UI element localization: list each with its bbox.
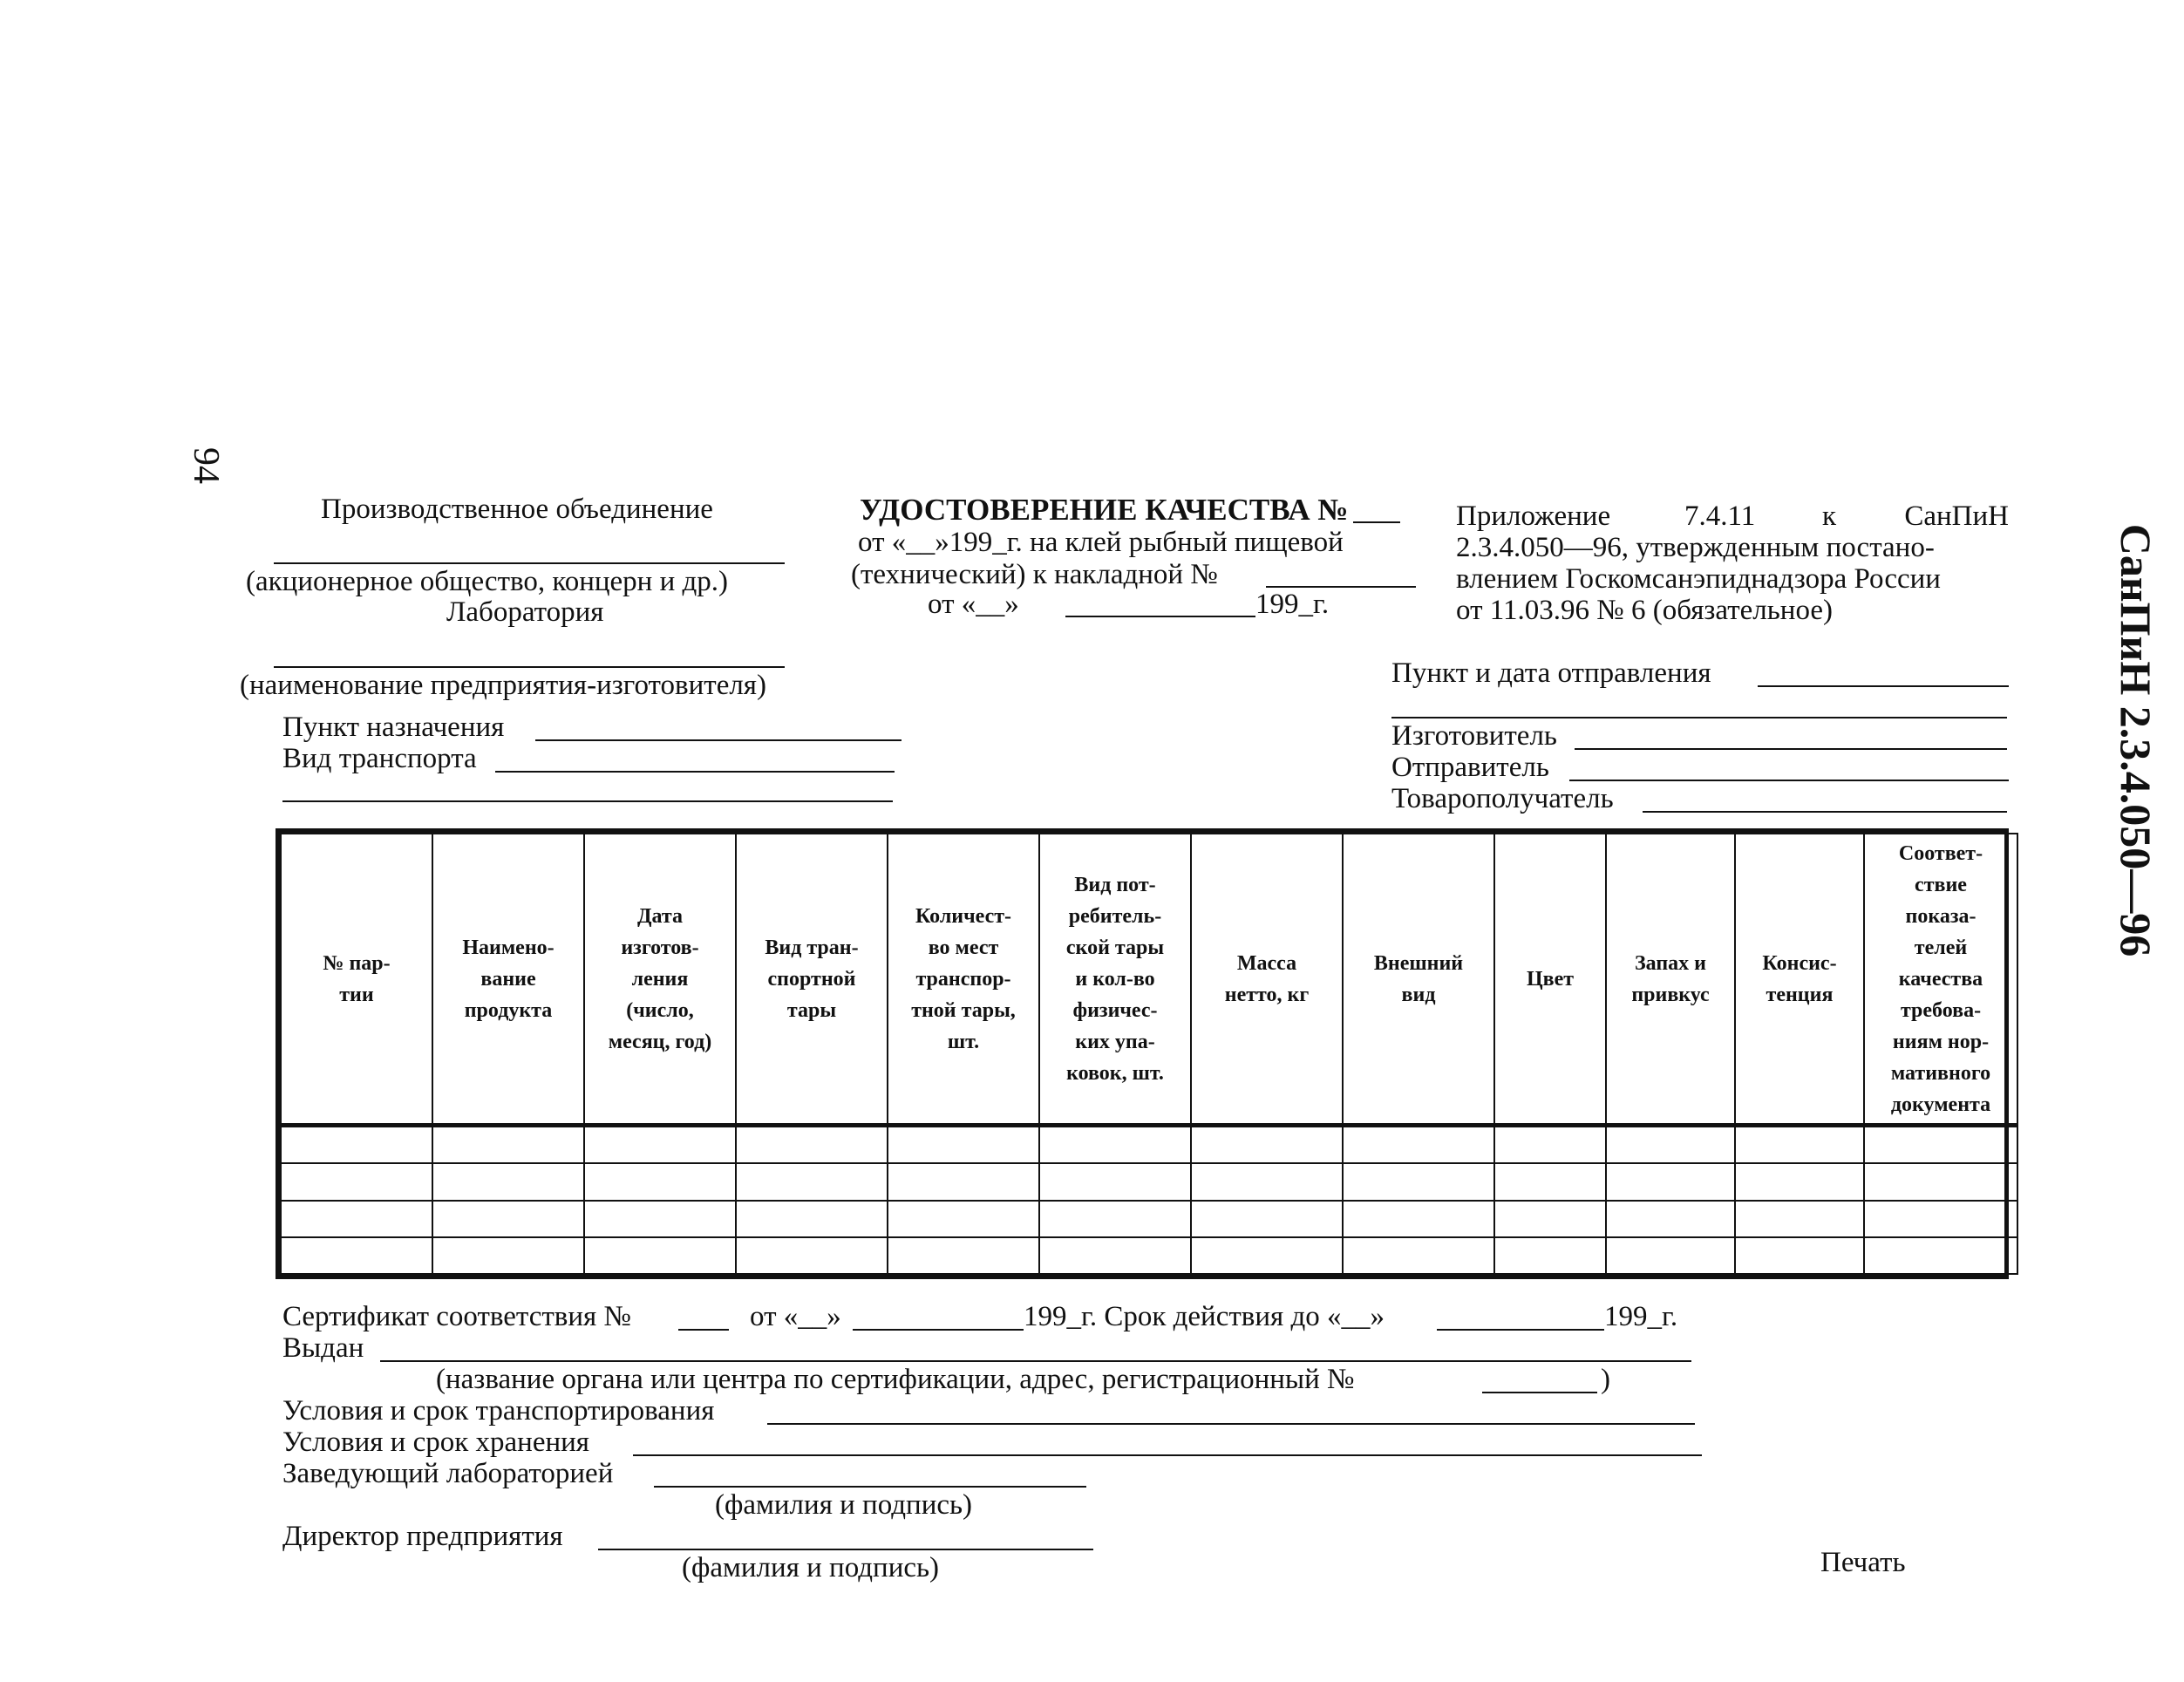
table-cell[interactable] [1735,1237,1864,1274]
table-cell[interactable] [736,1201,888,1237]
departure-extra-line [1391,717,2007,718]
table-cell[interactable] [1864,1237,2017,1274]
table-cell[interactable] [281,1126,432,1164]
transport-terms-line [767,1423,1695,1425]
org-form-note: (акционерное общество, концерн и др.) [246,566,729,597]
manufacturer-line [1575,748,2007,750]
cert-from: от «__» [750,1301,841,1332]
table-header-row [281,834,2017,1126]
enterprise-name-line [274,666,785,668]
table-cell[interactable] [736,1163,888,1200]
cert-number-line [678,1329,729,1331]
table-cell[interactable] [1494,1237,1606,1274]
table-cell[interactable] [1606,1163,1735,1200]
table-cell[interactable] [1343,1201,1494,1237]
table-cell[interactable] [432,1201,584,1237]
cert-label: Сертификат соответствия № [282,1301,631,1332]
stamp-label: Печать [1820,1547,1906,1578]
table-cell[interactable] [281,1163,432,1200]
table-cell[interactable] [1191,1163,1343,1200]
column-header: Масса нетто, кг [1191,834,1343,1126]
sender-label: Отправитель [1391,752,1549,783]
column-header: Внешний вид [1343,834,1494,1126]
cert-date-line [853,1329,1024,1331]
table-cell[interactable] [1039,1163,1191,1200]
director-label: Директор предприятия [282,1521,563,1552]
appendix-line-4: от 11.03.96 № 6 (обязательное) [1456,595,1833,626]
transport-terms-label: Условия и срок транспортирования [282,1395,715,1427]
transport-extra-line [282,800,893,802]
table-cell[interactable] [888,1237,1039,1274]
table-cell[interactable] [584,1201,736,1237]
table-cell[interactable] [432,1126,584,1164]
registration-number-line [1482,1392,1597,1393]
sender-line [1569,780,2009,781]
table-cell[interactable] [1864,1163,2017,1200]
issued-note-close: ) [1601,1364,1610,1395]
column-header: Консис- тенция [1735,834,1864,1126]
table-cell[interactable] [1735,1201,1864,1237]
table-cell[interactable] [1494,1163,1606,1200]
table-row [281,1126,2017,1164]
storage-terms-line [633,1454,1702,1456]
column-header: № пар- тии [281,834,432,1126]
storage-terms-label: Условия и срок хранения [282,1427,589,1458]
table-cell[interactable] [1864,1126,2017,1164]
column-header: Вид пот- ребитель- ской тары и кол-во физичес- ких упа- ковок, шт. [1039,834,1191,1126]
transport-label: Вид транспорта [282,743,477,774]
column-header: Вид тран- спортной тары [736,834,888,1126]
appendix-line-1 [1456,500,2009,533]
table-cell[interactable] [1494,1201,1606,1237]
org-name-line [274,562,785,564]
table-cell[interactable] [1606,1126,1735,1164]
invoice-date-a: от «__» [928,589,1019,620]
table-cell[interactable] [1343,1237,1494,1274]
table-row [281,1237,2017,1274]
destination-label: Пункт назначения [282,712,505,743]
invoice-date-line [1065,616,1255,617]
table-cell[interactable] [281,1201,432,1237]
lab-head-sign-note: (фамилия и подпись) [715,1489,973,1521]
issued-note: (название органа или центра по сертификации, адрес, регистрационный № [436,1364,1355,1395]
column-header: Цвет [1494,834,1606,1126]
column-header: Наимено- вание продукта [432,834,584,1126]
recipient-line [1643,811,2007,813]
issued-line [380,1360,1691,1362]
table-cell[interactable] [1735,1126,1864,1164]
table-cell[interactable] [736,1126,888,1164]
table-cell[interactable] [1039,1201,1191,1237]
table-cell[interactable] [1039,1126,1191,1164]
appendix-line-2: 2.3.4.050—96, утвержденным постано- [1456,532,1935,563]
page-number: 94 [186,447,226,484]
column-header: Дата изготов- ления (число, месяц, год) [584,834,736,1126]
issued-label: Выдан [282,1332,364,1364]
table-cell[interactable] [736,1237,888,1274]
destination-line [535,739,901,741]
transport-line [495,771,895,773]
table-cell[interactable] [1494,1126,1606,1164]
invoice-label: (технический) к накладной № [851,559,1218,590]
appendix-to: к [1822,501,1837,532]
recipient-label: Товарополучатель [1391,783,1614,814]
table-cell[interactable] [584,1237,736,1274]
column-header: Запах и привкус [1606,834,1735,1126]
appendix-line-3: влением Госкомсанэпиднадзора России [1456,563,1941,595]
table-cell[interactable] [1343,1163,1494,1200]
cert-validity-line [1437,1329,1604,1331]
certificate-date-line: от «__»199_г. на клей рыбный пищевой [858,527,1344,558]
manufacturer-label: Изготовитель [1391,720,1557,752]
lab-head-label: Заведующий лабораторией [282,1458,614,1489]
table-cell[interactable] [1606,1201,1735,1237]
invoice-date-b: 199_г. [1255,589,1330,620]
table-cell[interactable] [1343,1126,1494,1164]
table-cell[interactable] [281,1237,432,1274]
table-cell[interactable] [1191,1126,1343,1164]
side-document-code: СанПиН 2.3.4.050—96 [2112,523,2160,957]
table-row [281,1201,2017,1237]
appendix-sanpin: СанПиН [1904,501,2009,532]
table-cell[interactable] [432,1163,584,1200]
enterprise-note: (наименование предприятия-изготовителя) [240,670,766,701]
table-cell[interactable] [1039,1237,1191,1274]
director-sign-line [598,1549,1093,1550]
table-cell[interactable] [584,1163,736,1200]
appendix-word: Приложение [1456,501,1611,532]
appendix-number: 7.4.11 [1684,501,1756,532]
table-cell[interactable] [888,1201,1039,1237]
certificate-title: УДОСТОВЕРЕНИЕ КАЧЕСТВА № [860,493,1349,527]
org-title: Производственное объединение [321,494,713,525]
column-header: Количест- во мест транспор- тной тары, шт. [888,834,1039,1126]
cert-validity: 199_г. Срок действия до «__» [1024,1301,1385,1332]
table-cell[interactable] [1735,1163,1864,1200]
quality-table [276,828,2009,1279]
table-cell[interactable] [888,1163,1039,1200]
certificate-number-line [1353,521,1400,523]
table-cell[interactable] [1191,1237,1343,1274]
table-cell[interactable] [1191,1201,1343,1237]
table-cell[interactable] [432,1237,584,1274]
table-row [281,1163,2017,1200]
lab-label: Лаборатория [446,596,604,628]
director-sign-note: (фамилия и подпись) [682,1552,940,1583]
departure-line [1758,685,2009,687]
table-cell[interactable] [1606,1237,1735,1274]
departure-label: Пункт и дата отправления [1391,657,1711,689]
column-header: Соответ- ствие показа- телей качества требова- ниям нор- мативного документа [1864,834,2017,1126]
cert-year: 199_г. [1604,1301,1678,1332]
lab-head-sign-line [654,1486,1086,1488]
table-cell[interactable] [888,1126,1039,1164]
table-cell[interactable] [584,1126,736,1164]
table-cell[interactable] [1864,1201,2017,1237]
